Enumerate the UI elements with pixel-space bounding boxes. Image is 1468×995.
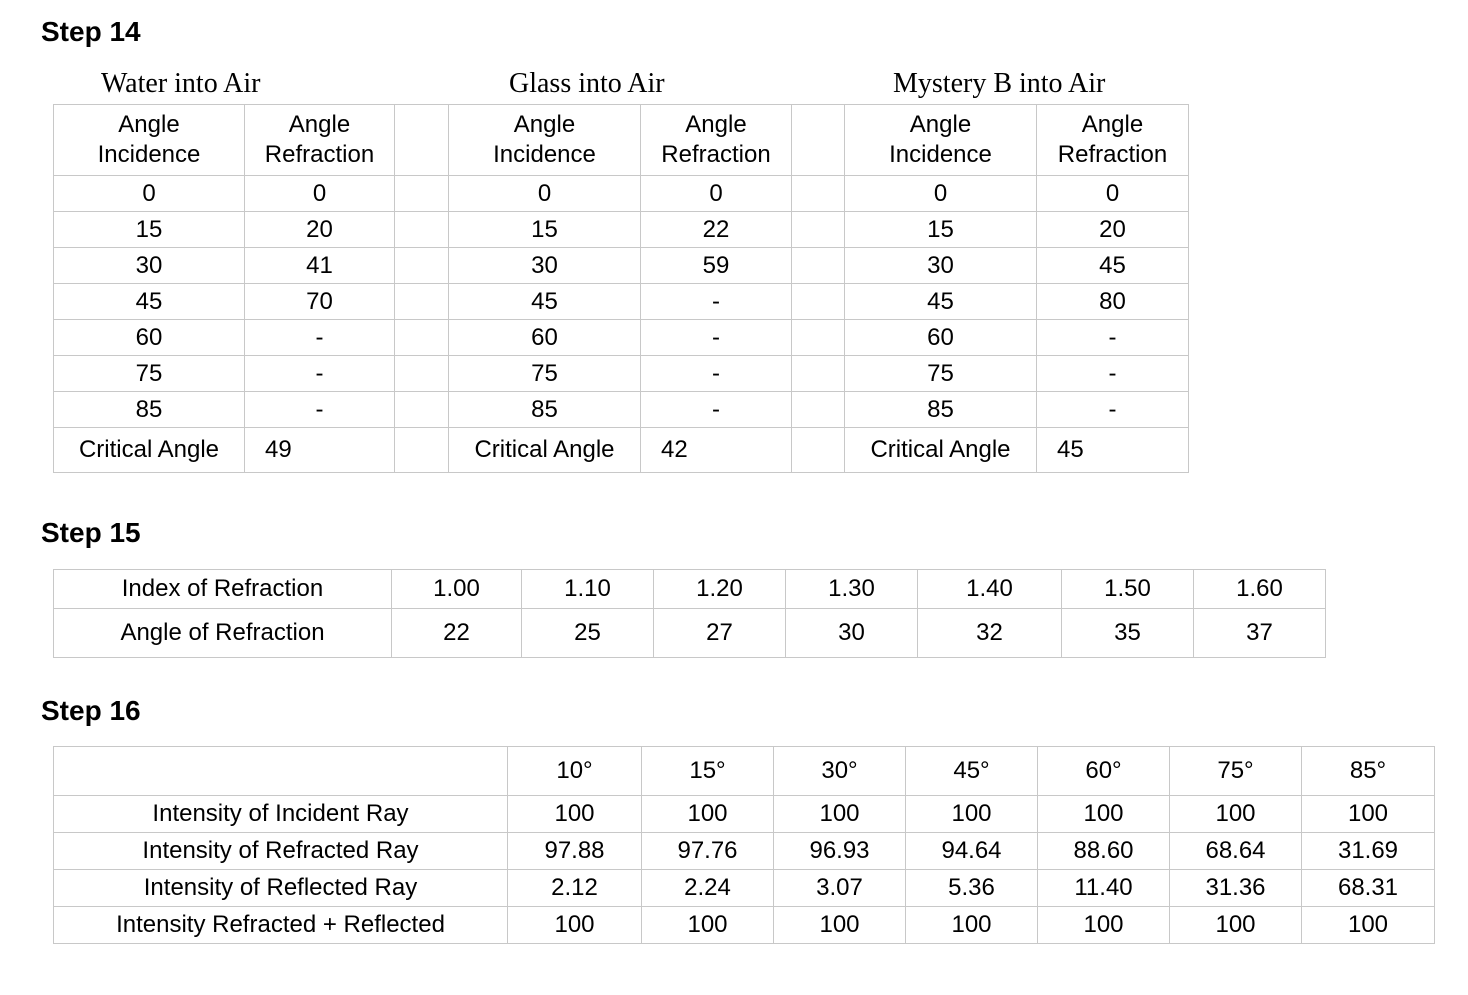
critical-angle-value: 45 [1037,428,1189,473]
intensity-value: 100 [774,796,906,833]
refraction-cell: 20 [245,212,395,248]
table-1-incidence-header-line-2: Incidence [97,141,201,168]
step-15-index-table [53,569,1326,658]
intensity-value: 100 [906,796,1038,833]
incidence-cell: 75 [845,356,1037,392]
step-16-heading: Step 16 [41,695,141,726]
refraction-cell: 0 [245,176,395,212]
step-15-heading: Step 15 [41,517,141,548]
step-14-refraction-table [53,104,1189,473]
incidence-cell: 45 [54,284,245,320]
table-2-refraction-header-line-2: Refraction [661,141,771,168]
spacer-cell [395,284,449,320]
table-2-incidence-header-line-2: Incidence [493,141,596,168]
intensity-row [54,870,1435,907]
intensity-value: 68.31 [1302,870,1435,907]
intensity-value: 100 [1170,907,1302,944]
spacer-cell [792,320,845,356]
refraction-cell: 70 [245,284,395,320]
intensity-row-label: Intensity of Reflected Ray [54,870,508,907]
refraction-cell: - [1037,356,1189,392]
intensity-value: 100 [508,907,642,944]
angle-of-refraction-row [54,609,1326,658]
critical-angle-label: Critical Angle [845,428,1037,473]
intensity-value: 100 [508,796,642,833]
table-3-refraction-header-line-1: Angle [1081,111,1144,138]
intensity-row-label: Intensity of Incident Ray [54,796,508,833]
index-value: 1.00 [392,570,522,609]
intensity-value: 68.64 [1170,833,1302,870]
step-14-data-row [54,176,1189,212]
table-1-refraction-header [245,105,395,176]
intensity-row [54,907,1435,944]
index-value: 1.60 [1194,570,1326,609]
spacer-cell [395,428,449,473]
refraction-cell: - [245,392,395,428]
spacer-cell [792,176,845,212]
table-2-refraction-header-line-1: Angle [685,111,747,138]
refraction-cell: - [641,284,792,320]
refraction-cell: 22 [641,212,792,248]
intensity-value: 100 [642,796,774,833]
spacer-cell [395,176,449,212]
intensity-value: 100 [1302,796,1435,833]
refraction-cell: - [245,356,395,392]
step-14-heading: Step 14 [41,16,141,47]
index-value: 1.40 [918,570,1062,609]
spacer-cell [395,248,449,284]
table-3-incidence-header-line-1: Angle [909,111,972,138]
critical-angle-value: 49 [245,428,395,473]
intensity-value: 97.76 [642,833,774,870]
incidence-cell: 15 [845,212,1037,248]
table-1-incidence-header [54,105,245,176]
intensity-value: 97.88 [508,833,642,870]
intensity-value: 2.24 [642,870,774,907]
intensity-value: 100 [642,907,774,944]
refraction-cell: - [245,320,395,356]
angle-value: 32 [918,609,1062,658]
angle-header: 60° [1038,747,1170,796]
step-14-data-row [54,212,1189,248]
incidence-cell: 85 [845,392,1037,428]
table-3-refraction-header [1037,105,1189,176]
step-14-data-row [54,320,1189,356]
incidence-cell: 85 [54,392,245,428]
mystery-b-into-air-caption: Mystery B into Air [893,68,1106,99]
index-of-refraction-row [54,570,1326,609]
intensity-value: 5.36 [906,870,1038,907]
refraction-cell: 59 [641,248,792,284]
angle-value: 35 [1062,609,1194,658]
incidence-cell: 15 [54,212,245,248]
incidence-cell: 30 [845,248,1037,284]
intensity-value: 100 [774,907,906,944]
step-14-data-row [54,284,1189,320]
intensity-value: 31.69 [1302,833,1435,870]
intensity-row [54,833,1435,870]
incidence-cell: 30 [54,248,245,284]
step-14-data-row [54,392,1189,428]
refraction-cell: 80 [1037,284,1189,320]
spacer-cell [395,392,449,428]
intensity-value: 11.40 [1038,870,1170,907]
intensity-value: 94.64 [906,833,1038,870]
intensity-value: 100 [1038,796,1170,833]
table-3-incidence-header [845,105,1037,176]
angle-header: 10° [508,747,642,796]
water-into-air-caption: Water into Air [101,68,261,99]
table-3-incidence-header-line-2: Incidence [889,141,992,168]
index-value: 1.30 [786,570,918,609]
angle-value: 27 [654,609,786,658]
angle-value: 37 [1194,609,1326,658]
incidence-cell: 45 [449,284,641,320]
table-2-incidence-header [449,105,641,176]
index-of-refraction-label: Index of Refraction [54,570,392,609]
refraction-cell: 0 [1037,176,1189,212]
spacer-cell [792,356,845,392]
critical-angle-label: Critical Angle [449,428,641,473]
step-14-data-row [54,356,1189,392]
incidence-cell: 45 [845,284,1037,320]
refraction-cell: 45 [1037,248,1189,284]
angle-header: 85° [1302,747,1435,796]
incidence-cell: 15 [449,212,641,248]
angle-value: 25 [522,609,654,658]
incidence-cell: 75 [449,356,641,392]
intensity-row-label: Intensity of Refracted Ray [54,833,508,870]
intensity-value: 2.12 [508,870,642,907]
table-2-refraction-header [641,105,792,176]
spacer-cell [395,356,449,392]
incidence-cell: 0 [54,176,245,212]
incidence-cell: 60 [449,320,641,356]
spacer-cell [395,320,449,356]
table-1-refraction-header-line-2: Refraction [264,141,375,168]
angle-of-refraction-label: Angle of Refraction [54,609,392,658]
index-value: 1.50 [1062,570,1194,609]
spacer-cell [792,105,845,176]
refraction-cell: - [641,392,792,428]
incidence-cell: 30 [449,248,641,284]
intensity-value: 100 [906,907,1038,944]
glass-into-air-caption: Glass into Air [509,68,665,99]
empty-corner-cell [54,747,508,796]
refraction-cell: 41 [245,248,395,284]
refraction-cell: - [641,356,792,392]
intensity-value: 100 [1302,907,1435,944]
refraction-cell: - [1037,392,1189,428]
incidence-cell: 0 [449,176,641,212]
incidence-cell: 60 [54,320,245,356]
intensity-row-label: Intensity Refracted + Reflected [54,907,508,944]
critical-angle-label: Critical Angle [54,428,245,473]
refraction-cell: - [1037,320,1189,356]
intensity-row [54,796,1435,833]
spacer-cell [395,105,449,176]
angle-header-row [54,747,1435,796]
intensity-value: 88.60 [1038,833,1170,870]
spacer-cell [792,212,845,248]
step-14-critical-row [54,428,1189,473]
angle-header: 45° [906,747,1038,796]
step-14-data-row [54,248,1189,284]
table-2-incidence-header-line-1: Angle [513,111,576,138]
intensity-value: 100 [1038,907,1170,944]
incidence-cell: 75 [54,356,245,392]
angle-value: 30 [786,609,918,658]
angle-value: 22 [392,609,522,658]
table-1-incidence-header-line-1: Angle [118,111,180,138]
step-14-header-row [54,105,1189,176]
incidence-cell: 85 [449,392,641,428]
index-value: 1.10 [522,570,654,609]
intensity-value: 96.93 [774,833,906,870]
refraction-cell: 20 [1037,212,1189,248]
spacer-cell [792,284,845,320]
spacer-cell [792,392,845,428]
angle-header: 30° [774,747,906,796]
table-3-refraction-header-line-2: Refraction [1057,141,1168,168]
step-16-intensity-table [53,746,1435,944]
spacer-cell [395,212,449,248]
refraction-cell: - [641,320,792,356]
intensity-value: 100 [1170,796,1302,833]
angle-header: 15° [642,747,774,796]
index-value: 1.20 [654,570,786,609]
incidence-cell: 60 [845,320,1037,356]
incidence-cell: 0 [845,176,1037,212]
intensity-value: 31.36 [1170,870,1302,907]
spacer-cell [792,248,845,284]
refraction-cell: 0 [641,176,792,212]
angle-header: 75° [1170,747,1302,796]
table-1-refraction-header-line-1: Angle [288,111,351,138]
intensity-value: 3.07 [774,870,906,907]
critical-angle-value: 42 [641,428,792,473]
spacer-cell [792,428,845,473]
